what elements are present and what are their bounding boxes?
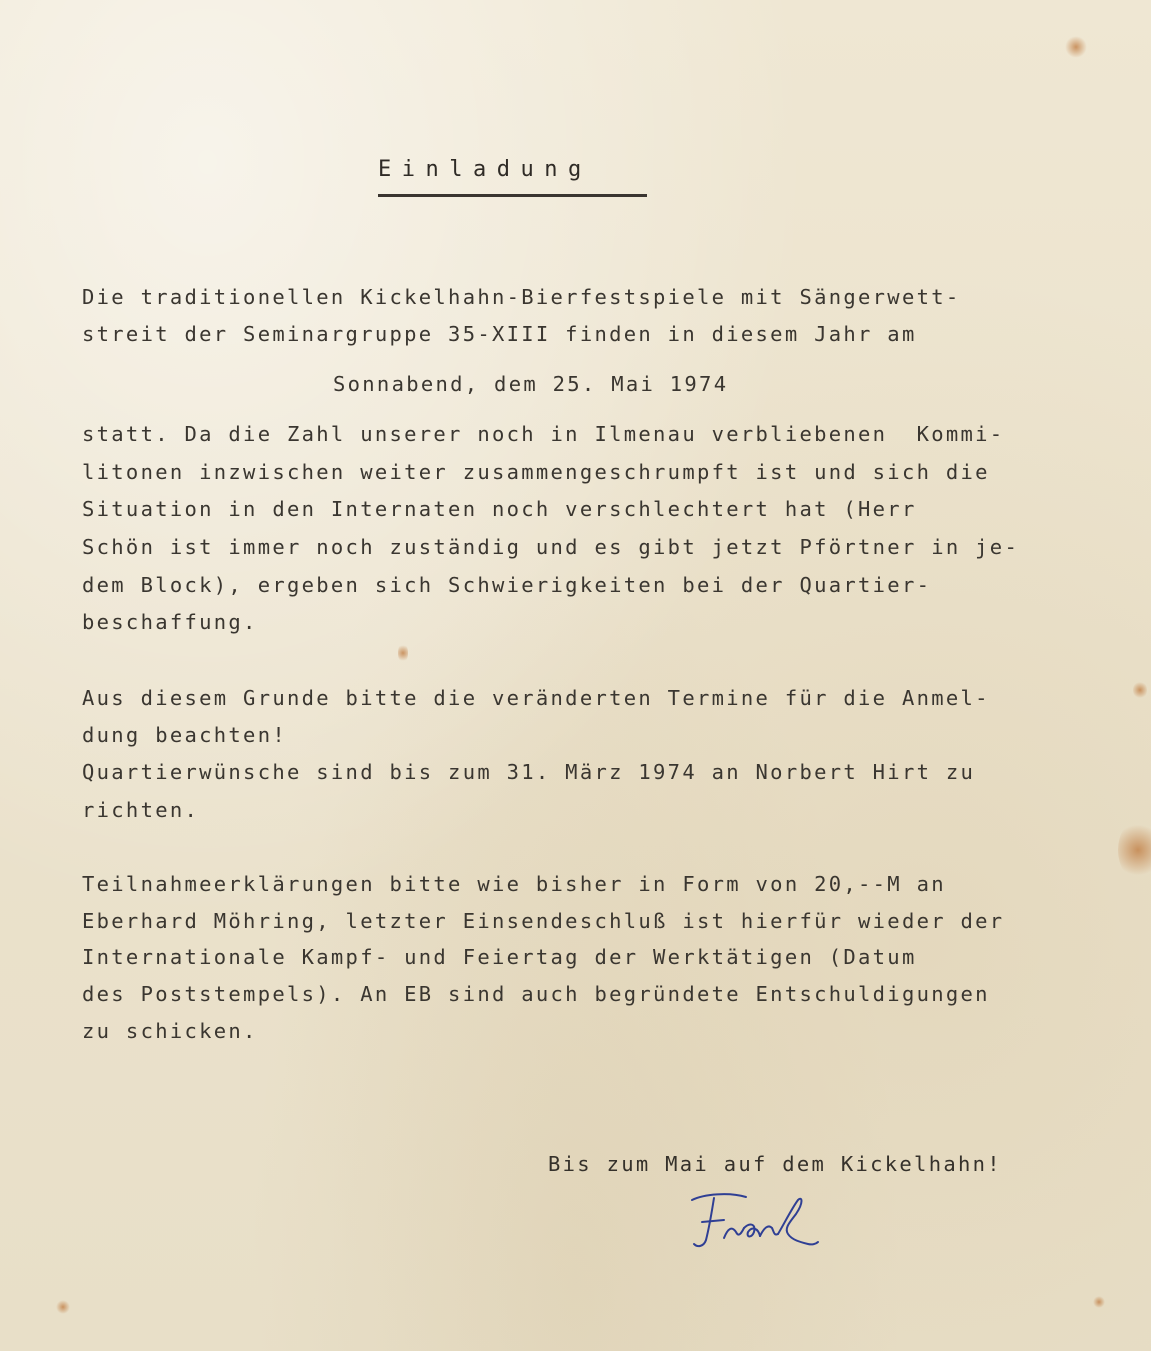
body-line: Eberhard Möhring, letzter Einsendeschluß ist hierfür wieder der xyxy=(82,909,1005,933)
body-line: zu schicken. xyxy=(82,1019,258,1043)
body-line: Teilnahmeerklärungen bitte wie bisher in Form von 20,--M an xyxy=(82,872,946,896)
body-line: streit der Seminargruppe 35-XIII finden in diesem Jahr am xyxy=(82,322,917,346)
title-underline xyxy=(378,194,647,197)
body-line: Die traditionellen Kickelhahn-Bierfestspiele mit Sängerwett- xyxy=(82,285,961,309)
body-line: richten. xyxy=(82,798,200,822)
paper-stain xyxy=(1093,1296,1105,1308)
paper-stain xyxy=(56,1300,70,1314)
body-line: Internationale Kampf- und Feiertag der Werktätigen (Datum xyxy=(82,945,917,969)
paper-stain xyxy=(1133,681,1147,699)
body-line: Schön ist immer noch zuständig und es gibt jetzt Pförtner in je- xyxy=(82,535,1020,559)
body-line: Quartierwünsche sind bis zum 31. März 1974 an Norbert Hirt zu xyxy=(82,760,976,784)
body-line: statt. Da die Zahl unserer noch in Ilmenau verbliebenen Kommi- xyxy=(82,422,1005,446)
body-line: dem Block), ergeben sich Schwierigkeiten bei der Quartier- xyxy=(82,573,932,597)
body-line: des Poststempels). An EB sind auch begründete Entschuldigungen xyxy=(82,982,990,1006)
body-line: Situation in den Internaten noch verschlechtert hat (Herr xyxy=(82,497,917,521)
closing-line: Bis zum Mai auf dem Kickelhahn! xyxy=(548,1152,1002,1176)
body-line: Aus diesem Grunde bitte die veränderten Termine für die Anmel- xyxy=(82,686,990,710)
letter-title: Einladung xyxy=(378,157,592,182)
event-date: Sonnabend, dem 25. Mai 1974 xyxy=(333,372,729,396)
body-line: dung beachten! xyxy=(82,723,287,747)
body-line: litonen inzwischen weiter zusammengeschrumpft ist und sich die xyxy=(82,460,990,484)
handwritten-signature xyxy=(684,1188,829,1258)
paper-stain xyxy=(1118,820,1151,880)
body-line: beschaffung. xyxy=(82,610,258,634)
paper-stain xyxy=(1065,36,1087,58)
paper-stain xyxy=(398,643,408,663)
